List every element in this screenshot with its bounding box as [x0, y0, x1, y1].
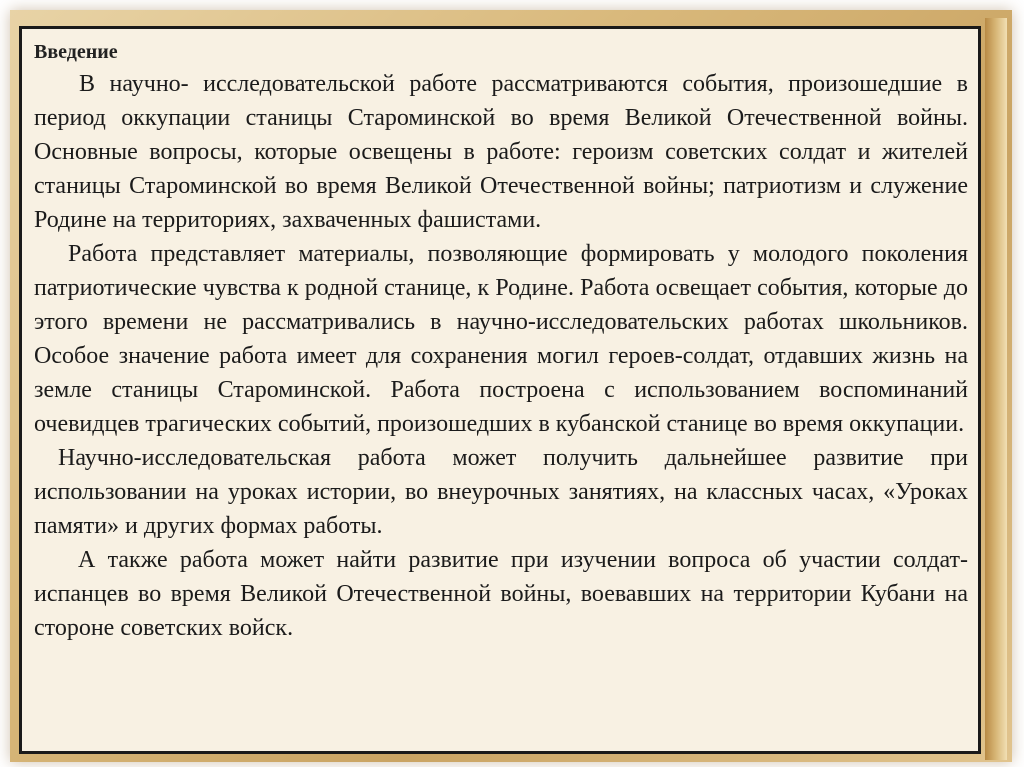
- document-page: [19, 26, 981, 754]
- scroll-edge: [985, 18, 1007, 760]
- paragraph-3: Научно-исследовательская работа может получить дальнейшее развитие при использовании на уроках истории, во внеурочных занятиях, на классных часах, «Уроках памяти» и других формах работы.: [34, 445, 968, 539]
- document-title: Введение: [34, 41, 118, 63]
- paragraph-2: Работа представляет материалы, позволяющие формировать у молодого поколения патриотические чувства к родной станице, к Родине. Работа освещает события, которые до этого времени не рассматривались в научно-исследовательских работах школьников. Особое значение работа имеет для сохранения могил героев-солдат, отдавших жизнь на земле станицы Староминской. Работа построена с использованием воспоминаний очевидцев трагических событий, произошедших в кубанской станице во время оккупации.: [34, 241, 968, 437]
- paragraph-1: В научно- исследовательской работе рассматриваются события, произошедшие в период оккупации станицы Староминской во время Великой Отечественной войны. Основные вопросы, которые освещены в работе: героизм советских солдат и жителей станицы Староминской во время Великой Отечественной войны; патриотизм и служение Родине на территориях, захваченных фашистами.: [34, 71, 968, 233]
- paragraph-4: А также работа может найти развитие при изучении вопроса об участии солдат- испанцев во время Великой Отечественной войны, воевавших на территории Кубани на стороне советских войск.: [34, 547, 968, 641]
